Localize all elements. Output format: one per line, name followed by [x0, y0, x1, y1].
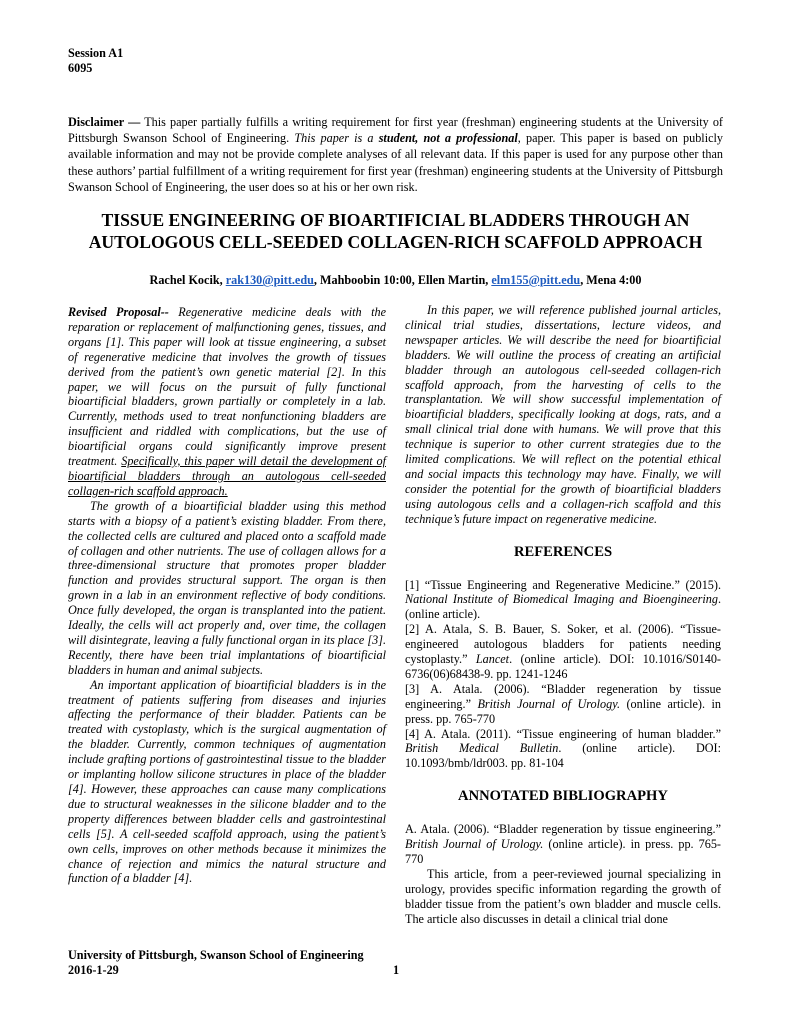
reference-journal: British Journal of Urology. [477, 696, 621, 711]
bibliography-journal: British Journal of Urology. [405, 837, 544, 852]
session-header [68, 46, 123, 76]
reference-text: [1] “Tissue Engineering and Regenerative Medicine.” (2015). [405, 577, 721, 592]
disclaimer-text-2: , paper. This paper is based on publicly available information and may not be provide complete analyses of all relevant data. If this paper is used for any purpose other than these authors’ partial fulfillment of a writing requirement for first year (freshman) engineering students at the University of Pittsburgh Swanson School of Engineering, the user does so at his or her own risk. [68, 131, 723, 194]
right-column [405, 303, 721, 927]
reference-item [405, 622, 721, 682]
bibliography-heading: ANNOTATED BIBLIOGRAPHY [458, 788, 668, 805]
bibliography-entry [405, 822, 721, 867]
author-line [60, 273, 731, 288]
reference-journal: Lancet [475, 652, 510, 667]
proposal-paragraph-3: An important application of bioartificial bladders is in the treatment of patients suffering from diseases and injuries affecting the performance of their bladder. Patients can be treated with cystoplasty, which is the surgical augmentation of the bladder. Currently, common techniques of augmentation include grafting portions of gastrointestinal tissue to the bladder or implanting hollow silicone structures in place of the bladder [4]. However, these approaches can cause many complications due to structural weaknesses in the silicone bladder and to the property differences between bladder cells and gastrointestinal cells [5]. A cell-seeded scaffold approach, using the patient’s own cells, improves on other methods because it minimizes the chance of rejection and mimics the natural structure and function of a bladder [4]. [68, 677, 386, 886]
reference-item [405, 682, 721, 727]
reference-text: [4] A. Atala. (2011). “Tissue engineering of human bladder.” [405, 726, 721, 741]
footer [68, 948, 364, 978]
author-1-name: Rachel Kocik, [149, 273, 226, 287]
footer-date: 2016-1-29 [68, 963, 119, 977]
bibliography-annotation: This article, from a peer-reviewed journal specializing in urology, provides specific information regarding the growth of bladder tissue from the patient’s own bladder and muscle cells. The article also discusses in detail a clinical trial done [405, 866, 721, 926]
author-1-email-link[interactable]: rak130@pitt.edu [225, 273, 314, 287]
reference-item [405, 578, 721, 623]
reference-text: . (online article). DOI: 10.1016/S0140-6736(06)68438-9. pp. 1241-1246 [405, 652, 721, 681]
title-line-1: TISSUE ENGINEERING OF BIOARTIFICIAL BLADDERS THROUGH AN [101, 210, 690, 230]
session-code: 6095 [68, 61, 93, 75]
footer-institution: University of Pittsburgh, Swanson School of Engineering [68, 948, 364, 962]
page-number: 1 [393, 963, 400, 977]
bibliography-text: A. Atala. (2006). “Bladder regeneration by tissue engineering.” [405, 822, 721, 837]
reference-text: (online article). in press. pp. 765-770 [405, 696, 721, 726]
proposal-paragraph-2: The growth of a bioartificial bladder using this method starts with a biopsy of a patient’s existing bladder. From there, the collected cells are cultured and placed onto a scaffold made of collagen and other nutrients. The use of collagen allows for a three-dimensional structure that promotes proper bladder function and provides structural support. The organ is then grown in a lab in an environment reflective of body conditions. Once fully developed, the organ is transplanted into the patient. Ideally, the cells will act properly and, over time, the collagen will disintegrate, leaving a fully functional organ in its place [3]. Recently, there have been trial implantations of bioartificial bladders in human and animal subjects. [68, 498, 386, 677]
disclaimer [68, 114, 723, 195]
reference-journal: National Institute of Biomedical Imaging and Bioengineering [405, 592, 718, 607]
reference-text: . (online article). DOI: 10.1093/bmb/ldr003. pp. 81-104 [405, 741, 722, 771]
proposal-paragraph-1 [68, 305, 386, 499]
disclaimer-text-1: This paper partially fulfills a writing requirement for first year (freshman) engineering students at the University of Pittsburgh Swanson School of Engineering. [68, 115, 723, 146]
proposal-thesis: Specifically, this paper will detail the development of bioartificial bladders through an autologous cell-seeded collagen-rich scaffold approach. [68, 454, 386, 498]
author-end: , Mena 4:00 [580, 273, 642, 287]
disclaimer-bold-italic: student, not a professional [378, 131, 518, 146]
session-label: Session A1 [68, 46, 124, 60]
proposal-text: Regenerative medicine deals with the reparation or replacement of malfunctioning genes, tissues, and organs [1]. This paper will look at tissue engineering, a subset of regenerative medicine that involves the growth of tissues derived from the patient’s own genetic material [2]. In this paper, we will focus on the pursuit of fully functional bioartificial bladders, grown partially or completely in a lab. Currently, methods used to treat nonfunctioning bladders are insufficient and riddled with complications, but the use of bioartificial organs could significantly improve present treatment. [68, 305, 386, 469]
title-line-2: AUTOLOGOUS CELL-SEEDED COLLAGEN-RICH SCAFFOLD APPROACH [88, 232, 703, 252]
references-heading: REFERENCES [513, 543, 613, 560]
paper-title [60, 209, 731, 253]
disclaimer-label: Disclaimer — [68, 115, 141, 129]
reference-item [405, 727, 721, 772]
disclaimer-italic: This paper is a [294, 131, 379, 146]
proposal-label: Revised Proposal-- [68, 305, 169, 319]
reference-text: [3] A. Atala. (2006). “Bladder regeneration by tissue engineering.” [405, 681, 721, 711]
reference-text: . (online article). [405, 592, 721, 622]
bibliography-text: (online article). in press. pp. 765-770 [405, 837, 721, 866]
author-mid: , Mahboobin 10:00, Ellen Martin, [313, 273, 492, 287]
reference-journal: British Medical Bulletin [405, 741, 559, 756]
author-2-email-link[interactable]: elm155@pitt.edu [491, 273, 581, 287]
proposal-paragraph-4: In this paper, we will reference published journal articles, clinical trial studies, dissertations, lecture videos, and newspaper articles. We will describe the need for bioartificial bladders. We will outline the process of creating an artificial bladder through an autologous cell-seeded collagen-rich scaffold approach, from the harvesting of cells to the transplantation. We will show successful implementation of bioartificial bladders, specifically looking at dogs, rats, and a small clinical trial done with humans. We will prove that this technique is superior to other current strategies due to the limited complications. We will reflect on the potential ethical and social impacts this technology may have. Finally, we will consider the potential for the growth of bioartificial bladders using autologous cells and a collagen-rich scaffold and this technique’s future impact on regenerative medicine. [405, 303, 721, 526]
reference-text: [2] A. Atala, S. B. Bauer, S. Soker, et al. (2006). “Tissue-engineered autologous bladders for patients needing cystoplasty.” [405, 622, 721, 667]
left-column [68, 305, 386, 886]
